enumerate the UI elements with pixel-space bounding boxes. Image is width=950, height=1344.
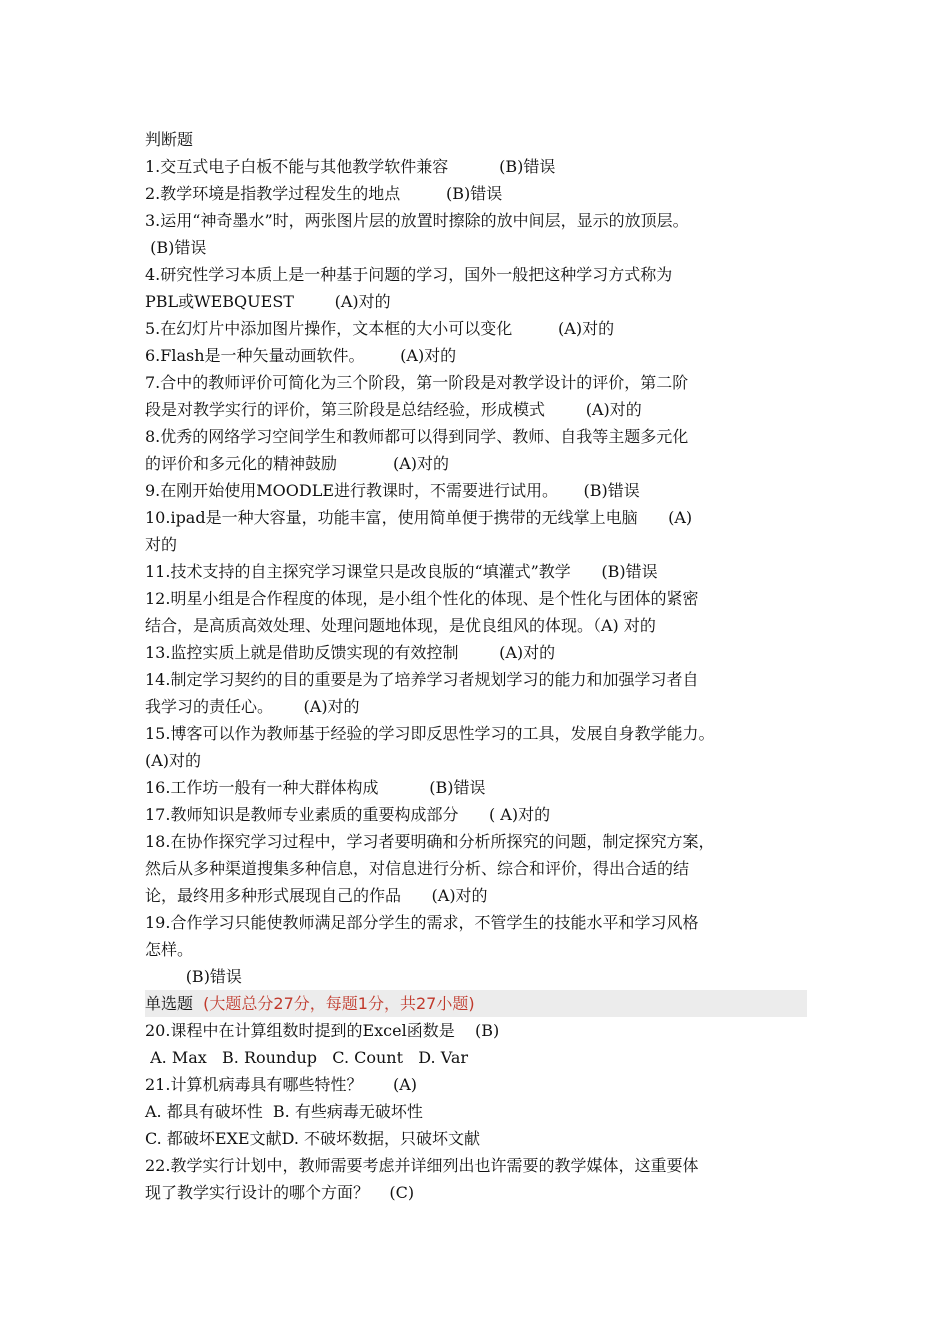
text-line: 22.教学实行计划中，教师需要考虑并详细列出也许需要的教学媒体，这重要体 xyxy=(145,1156,699,1175)
text-line: 21.计算机病毒具有哪些特性？ (A) xyxy=(145,1075,418,1094)
text-line: 对的 xyxy=(145,535,178,554)
single-choice-question-list xyxy=(145,1017,815,1206)
section-score-note: (大题总分27分，每题1分，共27小题) xyxy=(198,994,475,1013)
text-line: 结合，是高质高效处理、处理问题地体现，是优良组风的体现。（A) 对的 xyxy=(145,616,656,635)
text-line: 16.工作坊一般有一种大群体构成 (B)错误 xyxy=(145,778,486,797)
text-line: 1.交互式电子白板不能与其他教学软件兼容 (B)错误 xyxy=(145,157,556,176)
text-line: C. 都破坏EXE文献D. 不破坏数据，只破坏文献 xyxy=(145,1129,481,1148)
text-line: 5.在幻灯片中添加图片操作，文本框的大小可以变化 (A)对的 xyxy=(145,319,615,338)
section-title-single-choice: 单选题 xyxy=(145,994,199,1013)
true-false-question-list xyxy=(145,153,815,990)
text-line: 15.博客可以作为教师基于经验的学习即反思性学习的工具，发展自身教学能力。 xyxy=(145,724,715,743)
text-line: (B)错误 xyxy=(145,238,207,257)
text-line: 我学习的责任心。 (A)对的 xyxy=(145,697,360,716)
text-line: 怎样。 xyxy=(145,940,194,959)
text-line: 9.在刚开始使用MOODLE进行教课时，不需要进行试用。 (B)错误 xyxy=(145,481,640,500)
text-line: 12.明星小组是合作程度的体现，是小组个性化的体现、是个性化与团体的紧密 xyxy=(145,589,699,608)
text-line: 段是对教学实行的评价，第三阶段是总结经验，形成模式 (A)对的 xyxy=(145,400,642,419)
text-line: 20.课程中在计算组数时提到的Excel函数是 (B) xyxy=(145,1021,500,1040)
section-header-single-choice xyxy=(145,990,807,1017)
text-line: A. 都具有破坏性 B. 有些病毒无破坏性 xyxy=(145,1102,423,1121)
text-line: A. Max B. Roundup C. Count D. Var xyxy=(145,1048,468,1067)
text-line: (A)对的 xyxy=(145,751,202,770)
text-line: 6.Flash是一种矢量动画软件。 (A)对的 xyxy=(145,346,457,365)
text-line: PBL或WEBQUEST (A)对的 xyxy=(145,292,391,311)
text-line: 的评价和多元化的精神鼓励 (A)对的 xyxy=(145,454,449,473)
text-line: 然后从多种渠道搜集多种信息，对信息进行分析、综合和评价，得出合适的结 xyxy=(145,859,690,878)
text-line: 8.优秀的网络学习空间学生和教师都可以得到同学、教师、自我等主题多元化 xyxy=(145,427,689,446)
text-line: 论，最终用多种形式展现自己的作品 (A)对的 xyxy=(145,886,488,905)
section-title-true-false: 判断题 xyxy=(145,130,194,149)
text-line: 3.运用“神奇墨水”时，两张图片层的放置时擦除的放中间层，显示的放顶层。 xyxy=(145,211,689,230)
text-line: 11.技术支持的自主探究学习课堂只是改良版的“填灌式”教学 (B)错误 xyxy=(145,562,658,581)
text-line: 14.制定学习契约的目的重要是为了培养学习者规划学习的能力和加强学习者自 xyxy=(145,670,699,689)
text-line: 7.合中的教师评价可简化为三个阶段，第一阶段是对教学设计的评价，第二阶 xyxy=(145,373,689,392)
text-line: 现了教学实行设计的哪个方面？ (C) xyxy=(145,1183,415,1202)
text-line: 13.监控实质上就是借助反馈实现的有效控制 (A)对的 xyxy=(145,643,556,662)
document-body xyxy=(145,126,815,1206)
text-line: (B)错误 xyxy=(145,967,242,986)
text-line: 17.教师知识是教师专业素质的重要构成部分 ( A)对的 xyxy=(145,805,551,824)
text-line: 10.ipad是一种大容量，功能丰富，使用简单便于携带的无线掌上电脑 (A) xyxy=(145,508,693,527)
text-line: 2.教学环境是指教学过程发生的地点 (B)错误 xyxy=(145,184,503,203)
text-line: 18.在协作探究学习过程中，学习者要明确和分析所探究的问题，制定探究方案， xyxy=(145,832,715,851)
text-line: 4.研究性学习本质上是一种基于问题的学习，国外一般把这种学习方式称为 xyxy=(145,265,673,284)
text-line: 19.合作学习只能使教师满足部分学生的需求，不管学生的技能水平和学习风格 xyxy=(145,913,699,932)
